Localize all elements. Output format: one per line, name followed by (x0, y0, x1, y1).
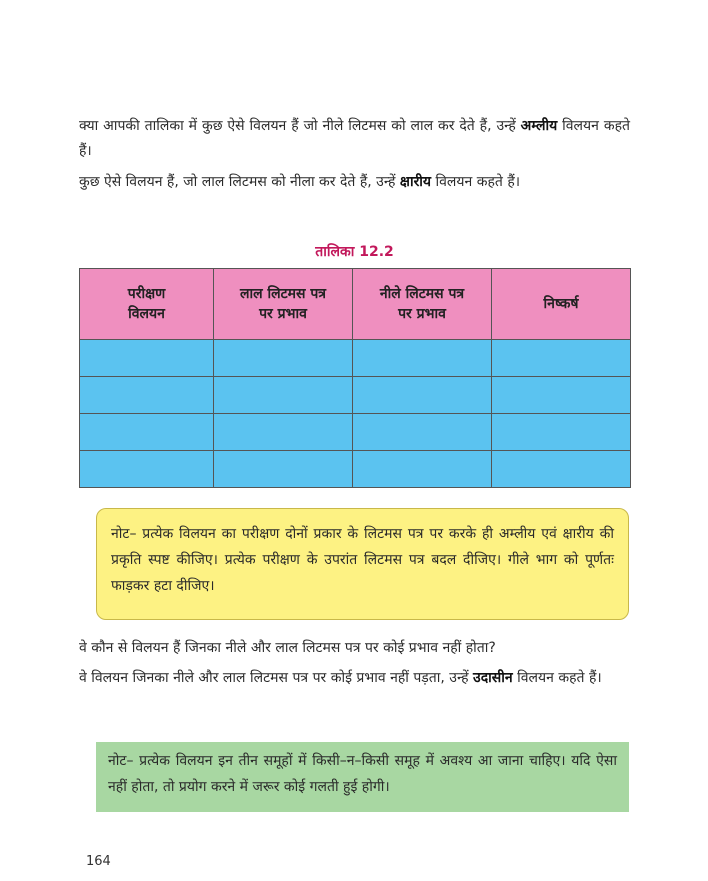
paragraph-neutral-definition (79, 666, 630, 691)
table-cell (492, 451, 631, 488)
table-cell (80, 377, 214, 414)
header-test-solution (80, 269, 214, 340)
term-neutral: उदासीन (473, 670, 513, 686)
table-row (80, 451, 631, 488)
header-line: पर प्रभाव (398, 306, 446, 322)
table-cell (214, 340, 353, 377)
paragraph-text: विलयन कहते हैं। (431, 174, 521, 190)
table-cell (214, 377, 353, 414)
paragraph-text: क्या आपकी तालिका में कुछ ऐसे विलयन हैं जो नीले लिटमस को लाल कर देते हैं, उन्हें (79, 118, 521, 134)
term-acidic: अम्लीय (520, 118, 558, 134)
litmus-results-table (79, 268, 631, 488)
paragraph-acidic-definition (79, 114, 630, 164)
note-box-three-groups: नोट– प्रत्येक विलयन इन तीन समूहों में किसी–न–किसी समूह में अवश्य आ जाना चाहिए। यदि ऐसा नहीं होता, तो प्रयोग करने में जरूर कोई गलती हुई होगी। (96, 742, 629, 812)
header-line: पर प्रभाव (259, 306, 307, 322)
table-cell (492, 340, 631, 377)
header-line: परीक्षण (127, 286, 166, 302)
header-red-litmus-effect (214, 269, 353, 340)
header-line: लाल लिटमस पत्र (239, 286, 327, 302)
table-cell (353, 414, 492, 451)
table-cell (492, 414, 631, 451)
paragraph-text: विलयन कहते हैं। (512, 670, 602, 686)
term-basic: क्षारीय (399, 174, 432, 190)
table-cell (492, 377, 631, 414)
header-line: निष्कर्ष (543, 296, 579, 312)
table-cell (80, 340, 214, 377)
page-number: 164 (86, 854, 111, 869)
note-box-litmus-procedure: नोट– प्रत्येक विलयन का परीक्षण दोनों प्रकार के लिटमस पत्र पर करके ही अम्लीय एवं क्षारीय की प्रकृति स्पष्ट कीजिए। प्रत्येक परीक्षण के उपरांत लिटमस पत्र बदल दीजिए। गीले भाग को पूर्णतः फाड़कर हटा दीजिए। (96, 508, 629, 620)
header-line: नीले लिटमस पत्र (379, 286, 465, 302)
table-cell (214, 414, 353, 451)
table-row (80, 414, 631, 451)
table-header-row (80, 269, 631, 340)
table-cell (80, 451, 214, 488)
paragraph-neutral-question: वे कौन से विलयन हैं जिनका नीले और लाल लिटमस पत्र पर कोई प्रभाव नहीं होता? (79, 640, 496, 656)
header-line: विलयन (128, 306, 165, 322)
table-cell (353, 451, 492, 488)
paragraph-text: विलयन कहते हैं। (79, 118, 630, 159)
table-row (80, 377, 631, 414)
paragraph-text: वे विलयन जिनका नीले और लाल लिटमस पत्र पर कोई प्रभाव नहीं पड़ता, उन्हें (79, 670, 474, 686)
table-cell (214, 451, 353, 488)
table-row (80, 340, 631, 377)
table-cell (353, 377, 492, 414)
table-caption: तालिका 12.2 (315, 244, 394, 260)
header-conclusion (492, 269, 631, 340)
paragraph-text: कुछ ऐसे विलयन हैं, जो लाल लिटमस को नीला कर देते हैं, उन्हें (79, 174, 400, 190)
table-cell (80, 414, 214, 451)
table-cell (353, 340, 492, 377)
header-blue-litmus-effect (353, 269, 492, 340)
paragraph-basic-definition (79, 170, 630, 195)
